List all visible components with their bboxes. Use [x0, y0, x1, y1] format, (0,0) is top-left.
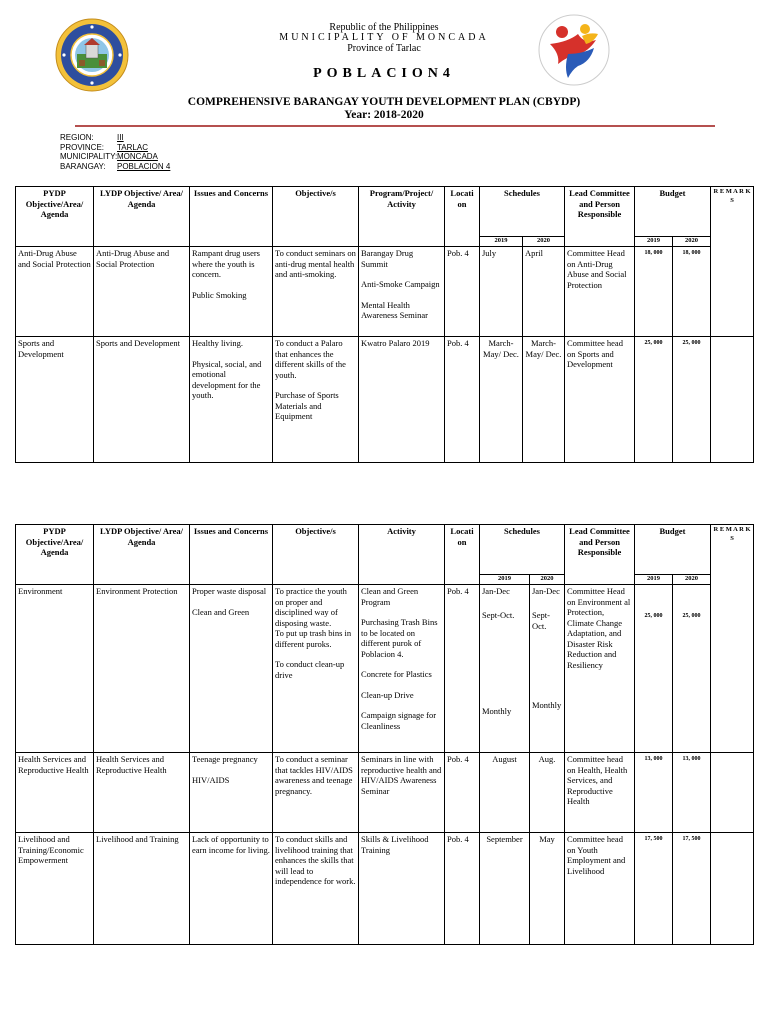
program-text: Clean and Green Program: [361, 586, 419, 607]
barangay-row: [60, 162, 170, 172]
table-row: [16, 833, 754, 945]
col-pydp: PYDP Objective/Area/ Agenda: [16, 525, 94, 585]
cell-program: [359, 753, 445, 833]
barangay-title: POBLACION4: [313, 66, 455, 81]
cell-remarks: [711, 753, 754, 833]
issue-text: Lack of opportunity to earn income for living.: [192, 834, 270, 855]
cell-program: [359, 585, 445, 753]
budget-2020-header: 2020: [673, 575, 711, 585]
program-text: Campaign signage for Cleanliness: [361, 710, 437, 731]
cell-objectives: [273, 337, 359, 463]
region-value: III: [117, 133, 124, 142]
cell-program: [359, 337, 445, 463]
objective-text: To practice the youth on proper and disciplined way of disposing waste.: [275, 586, 347, 628]
cell-lydp: Sports and Development: [94, 337, 190, 463]
cell-objectives: [273, 247, 359, 337]
issue-text: Teenage pregnancy: [192, 754, 258, 764]
col-lead: Lead Committee and Person Responsible: [565, 187, 635, 247]
cell-lydp: Anti-Drug Abuse and Social Protection: [94, 247, 190, 337]
cell-location: Pob. 4: [445, 585, 480, 753]
schedule-2020-header: 2020: [523, 237, 565, 247]
objective-text: To conduct a seminar that tackles HIV/AIDS awareness and teenage pregnancy.: [275, 754, 353, 796]
province-line: Province of Tarlac: [347, 43, 421, 54]
cell-issues: [190, 753, 273, 833]
municipality-line: MUNICIPALITY OF MONCADA: [279, 32, 489, 43]
cell-objectives: [273, 833, 359, 945]
col-budget: Budget: [635, 187, 711, 237]
cell-budget-2020: 18, 000: [673, 247, 711, 337]
objective-text: To conduct a Palaro that enhances the different skills of the youth.: [275, 338, 346, 380]
cell-schedule-2020: March-May/ Dec.: [523, 337, 565, 463]
col-objectives: Objective/s: [273, 187, 359, 247]
cell-schedule-2019: March-May/ Dec.: [480, 337, 523, 463]
program-text: Clean-up Drive: [361, 689, 414, 700]
cell-schedule-2019: July: [480, 247, 523, 337]
cell-pydp: Health Services and Reproductive Health: [16, 753, 94, 833]
program-text: Skills & Livelihood Training: [361, 834, 429, 855]
region-label: REGION:: [60, 133, 94, 142]
cell-remarks: [711, 833, 754, 945]
cell-objectives: [273, 585, 359, 753]
plan-year: Year: 2018-2020: [344, 109, 424, 121]
schedule-text: Jan-Dec: [482, 586, 510, 596]
program-text: Mental Health Awareness Seminar: [361, 299, 428, 320]
col-pydp: PYDP Objective/Area/ Agenda: [16, 187, 94, 247]
objective-text: To conduct seminars on anti-drug mental health and anti-smoking.: [275, 248, 356, 279]
table-header-row: [16, 187, 754, 237]
budget-2019-header: 2019: [635, 575, 673, 585]
program-text: Concrete for Plastics: [361, 669, 432, 679]
cell-program: [359, 247, 445, 337]
col-objectives: Objective/s: [273, 525, 359, 585]
objective-text: To conduct skills and livelihood training that enhances the skills that will lead to independence for work.: [275, 834, 356, 886]
plan-title: COMPREHENSIVE BARANGAY YOUTH DEVELOPMENT PLAN (CBYDP): [187, 96, 581, 108]
municipality-value: MONCADA: [117, 152, 158, 161]
cell-objectives: [273, 753, 359, 833]
cell-lead: Committee Head on Environment al Protection, Climate Change Adaptation, and Disaster Risk Reduction and Resiliency: [565, 585, 635, 753]
program-text: Kwatro Palaro 2019: [361, 338, 430, 348]
table-row: [16, 753, 754, 833]
document-header: [0, 0, 768, 130]
cell-issues: [190, 585, 273, 753]
plan-table-2: [15, 524, 754, 945]
cell-budget-2019: 18, 000: [635, 247, 673, 337]
objective-text: To conduct clean-up drive: [275, 659, 345, 680]
cell-lydp: Health Services and Reproductive Health: [94, 753, 190, 833]
schedule-2019-header: 2019: [480, 237, 523, 247]
cell-pydp: Sports and Development: [16, 337, 94, 463]
cell-location: Pob. 4: [445, 833, 480, 945]
col-remarks: R E M A R K S: [711, 187, 754, 337]
schedule-text: Monthly: [482, 706, 512, 716]
cell-location: Pob. 4: [445, 753, 480, 833]
header-divider: [75, 125, 715, 127]
cell-pydp: Livelihood and Training/Economic Empowerment: [16, 833, 94, 945]
budget-2019-header: 2019: [635, 237, 673, 247]
cell-pydp: Environment: [16, 585, 94, 753]
objective-text: To put up trash bins in different puroks.: [275, 628, 352, 649]
col-location: Locati on: [445, 525, 480, 585]
table-row: [16, 247, 754, 337]
schedule-2020-header: 2020: [530, 575, 565, 585]
province-row: [60, 143, 170, 153]
table-row: [16, 337, 754, 463]
program-text: Purchasing Trash Bins to be located on different purok of Poblacion 4.: [361, 617, 438, 659]
province-value: TARLAC: [117, 142, 148, 152]
cell-lydp: Environment Protection: [94, 585, 190, 753]
table-row: [16, 585, 754, 753]
republic-line: Republic of the Philippines: [329, 22, 439, 33]
cell-budget-2019: 25, 000: [635, 585, 673, 753]
cell-schedule-2020: May: [530, 833, 565, 945]
program-text: Barangay Drug Summit: [361, 248, 414, 269]
issue-text: Healthy living.: [192, 338, 243, 348]
barangay-label: BARANGAY:: [60, 161, 106, 171]
cell-lead: Committee Head on Anti-Drug Abuse and Social Protection: [565, 247, 635, 337]
cell-schedule-2019: [480, 585, 530, 753]
program-text: Anti-Smoke Campaign: [361, 279, 440, 289]
budget-2020-header: 2020: [673, 237, 711, 247]
cell-budget-2020: 25, 000: [673, 337, 711, 463]
cell-budget-2020: 13, 000: [673, 753, 711, 833]
issue-text: Rampant drug users where the youth is concern.: [192, 248, 260, 279]
schedule-text: Jan-Dec: [532, 586, 560, 596]
cell-lead: Committee head on Health, Health Services, and Reproductive Health: [565, 753, 635, 833]
issue-text: Proper waste disposal: [192, 586, 267, 596]
cell-budget-2019: 25, 000: [635, 337, 673, 463]
col-issues: Issues and Concerns: [190, 525, 273, 585]
col-location: Locati on: [445, 187, 480, 247]
municipality-label: MUNICIPALITY:: [60, 152, 118, 161]
cell-schedule-2019: September: [480, 833, 530, 945]
objective-text: Purchase of Sports Materials and Equipment: [275, 390, 339, 421]
schedule-text: Monthly: [532, 700, 562, 710]
program-text: Seminars in line with reproductive health and HIV/AIDS Awareness Seminar: [361, 754, 442, 796]
col-lead: Lead Committee and Person Responsible: [565, 525, 635, 585]
region-row: [60, 133, 170, 143]
cell-budget-2019: 17, 500: [635, 833, 673, 945]
province-label: PROVINCE:: [60, 142, 105, 152]
col-lydp: LYDP Objective/ Area/ Agenda: [94, 525, 190, 585]
col-issues: Issues and Concerns: [190, 187, 273, 247]
col-budget: Budget: [635, 525, 711, 575]
youth-commission-logo: [538, 14, 610, 86]
schedule-text: Sept-Oct.: [482, 610, 515, 620]
cell-budget-2020: 17, 500: [673, 833, 711, 945]
cell-budget-2019: 13, 000: [635, 753, 673, 833]
cell-remarks: [711, 337, 754, 463]
cell-program: [359, 833, 445, 945]
cell-schedule-2020: [530, 585, 565, 753]
issue-text: Public Smoking: [192, 289, 247, 300]
cell-schedule-2020: April: [523, 247, 565, 337]
schedule-text: Sept-Oct.: [532, 610, 550, 631]
cell-location: Pob. 4: [445, 337, 480, 463]
issue-text: Clean and Green: [192, 606, 250, 617]
cell-pydp: Anti-Drug Abuse and Social Protection: [16, 247, 94, 337]
table-header-row: [16, 525, 754, 575]
cell-issues: [190, 337, 273, 463]
col-schedules: Schedules: [480, 525, 565, 575]
cell-issues: [190, 247, 273, 337]
col-remarks: R E M A R K S: [711, 525, 754, 753]
col-program: Program/Project/ Activity: [359, 187, 445, 247]
location-info: [60, 133, 170, 171]
schedule-2019-header: 2019: [480, 575, 530, 585]
issue-text: HIV/AIDS: [192, 774, 230, 785]
cell-lydp: Livelihood and Training: [94, 833, 190, 945]
cell-location: Pob. 4: [445, 247, 480, 337]
cell-schedule-2020: Aug.: [530, 753, 565, 833]
plan-table-1: [15, 186, 754, 463]
col-program: Activity: [359, 525, 445, 585]
cell-lead: Committee head on Sports and Development: [565, 337, 635, 463]
col-lydp: LYDP Objective/ Area/ Agenda: [94, 187, 190, 247]
col-schedules: Schedules: [480, 187, 565, 237]
barangay-value: POBLACION 4: [117, 161, 171, 171]
cell-issues: [190, 833, 273, 945]
issue-text: Physical, social, and emotional development for the youth.: [192, 358, 262, 400]
cell-budget-2020: 25, 000: [673, 585, 711, 753]
municipality-row: [60, 152, 170, 162]
cell-lead: Committee head on Youth Employment and Livelihood: [565, 833, 635, 945]
cell-schedule-2019: August: [480, 753, 530, 833]
